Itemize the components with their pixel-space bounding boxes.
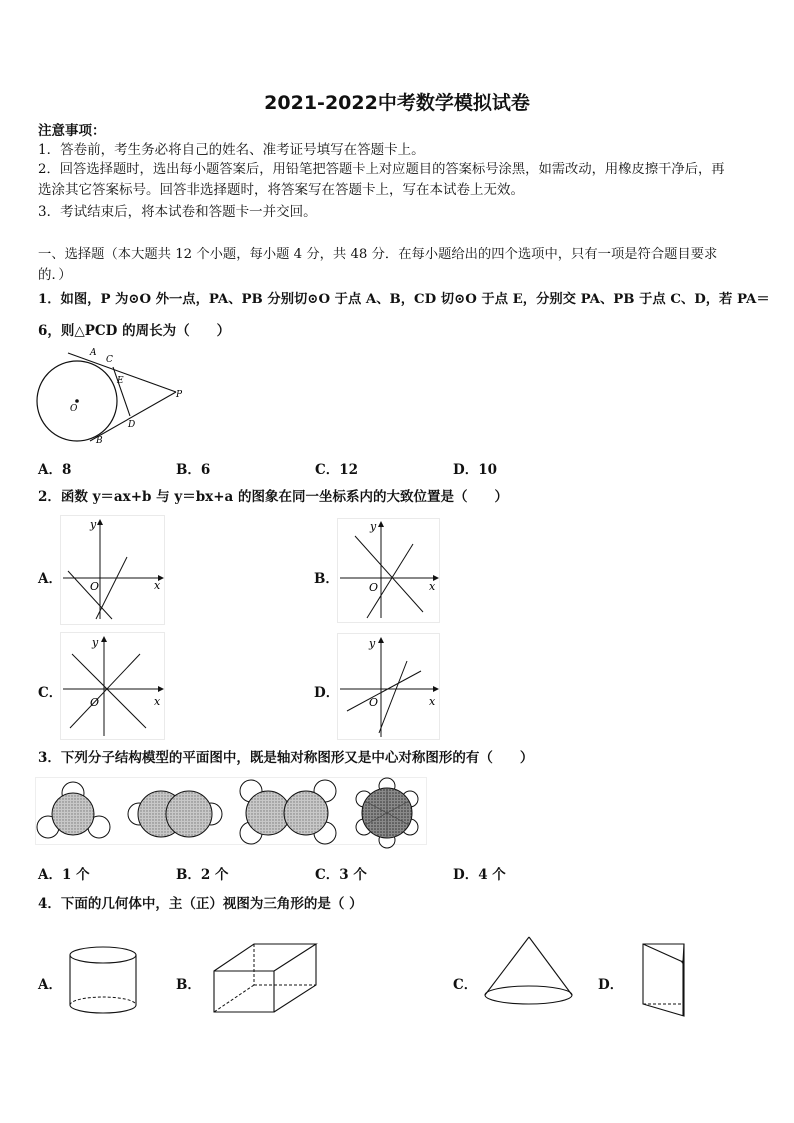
q3-option-a[interactable]: A．1 个: [38, 867, 90, 883]
molecule-3: [240, 780, 336, 844]
q1-option-d[interactable]: D．10: [453, 462, 497, 478]
tangent-circle-figure: [30, 345, 200, 450]
x-axis-label: x: [154, 579, 161, 592]
question-3-text: 3．下列分子结构模型的平面图中，既是轴对称图形又是中心对称图形的有（ ）: [38, 750, 534, 766]
question-4-text: 4．下面的几何体中，主（正）视图为三角形的是（ ）: [38, 896, 363, 912]
notice-item: 3．考试结束后，将本试卷和答题卡一并交回。: [38, 204, 317, 220]
origin-label: O: [90, 580, 100, 593]
q2-option-c-label[interactable]: C．: [38, 685, 63, 701]
q2-option-d-label[interactable]: D．: [314, 685, 340, 701]
question-2-text: 2．函数 y＝ax+b 与 y＝bx+a 的图象在同一坐标系内的大致位置是（ ）: [38, 489, 508, 505]
x-axis-label: x: [429, 580, 436, 593]
q1-option-b[interactable]: B．6: [176, 462, 211, 478]
label-o: O: [70, 404, 78, 414]
q4-option-a-label[interactable]: A．: [38, 977, 62, 993]
q1-option-a[interactable]: A．8: [38, 462, 72, 478]
section-heading: 一、选择题（本大题共 12 个小题，每小题 4 分，共 48 分．在每小题给出的四个选项中，只有一项是符合题目要求: [38, 247, 718, 262]
triangular-prism-figure: [640, 940, 704, 1020]
q4-option-d-label[interactable]: D．: [598, 977, 624, 993]
molecule-2: [128, 791, 222, 837]
origin-label: O: [369, 581, 379, 594]
notice-heading: 注意事项：: [38, 123, 106, 139]
q3-option-c[interactable]: C．3 个: [315, 867, 367, 883]
q1-option-c[interactable]: C．12: [315, 462, 359, 478]
label-p: P: [176, 390, 183, 400]
notice-item: 选涂其它答案标号。回答非选择题时，将答案写在答题卡上，写在本试卷上无效。: [38, 182, 524, 198]
q4-option-b-label[interactable]: B．: [176, 977, 201, 993]
cuboid-figure: [211, 942, 323, 1016]
q2-graph-c: [60, 632, 165, 740]
q2-option-a-label[interactable]: A．: [38, 571, 62, 587]
y-axis-label: y: [370, 520, 377, 533]
q2-option-b-label[interactable]: B．: [314, 571, 339, 587]
origin-label: O: [369, 696, 379, 709]
question-1-text: 1．如图，P 为⊙O 外一点，PA、PB 分别切⊙O 于点 A、B，CD 切⊙O 于点 E，分别交 PA、PB 于点 C、D，若 PA＝: [38, 292, 770, 307]
molecule-1: [37, 782, 110, 838]
y-axis-label: y: [90, 518, 97, 531]
q2-graph-d: [337, 633, 440, 740]
label-e: E: [117, 376, 124, 386]
label-d: D: [128, 420, 136, 430]
label-c: C: [106, 355, 113, 365]
origin-label: O: [90, 696, 100, 709]
page-title: 2021-2022中考数学模拟试卷: [264, 92, 530, 114]
label-a: A: [90, 348, 97, 358]
q2-graph-a: [60, 515, 165, 625]
y-axis-label: y: [369, 637, 376, 650]
notice-item: 2．回答选择题时，选出每小题答案后，用铅笔把答题卡上对应题目的答案标号涂黑，如需改动，用橡皮擦干净后，再: [38, 162, 725, 177]
molecule-4: [356, 778, 418, 848]
q3-option-b[interactable]: B．2 个: [176, 867, 229, 883]
molecule-models-figure: [35, 777, 427, 845]
cylinder-figure: [66, 945, 140, 1020]
q4-option-c-label[interactable]: C．: [453, 977, 478, 993]
q2-graph-b: [337, 518, 440, 623]
x-axis-label: x: [429, 695, 436, 708]
x-axis-label: x: [154, 695, 161, 708]
question-1-text-cont: 6，则△PCD 的周长为（ ）: [38, 323, 231, 339]
notice-item: 1．答卷前，考生务必将自己的姓名、准考证号填写在答题卡上。: [38, 142, 425, 158]
q3-option-d[interactable]: D．4 个: [453, 867, 506, 883]
cone-figure: [482, 934, 576, 1008]
label-b: B: [96, 436, 103, 446]
y-axis-label: y: [92, 636, 99, 649]
section-heading-cont: 的．）: [38, 267, 72, 283]
